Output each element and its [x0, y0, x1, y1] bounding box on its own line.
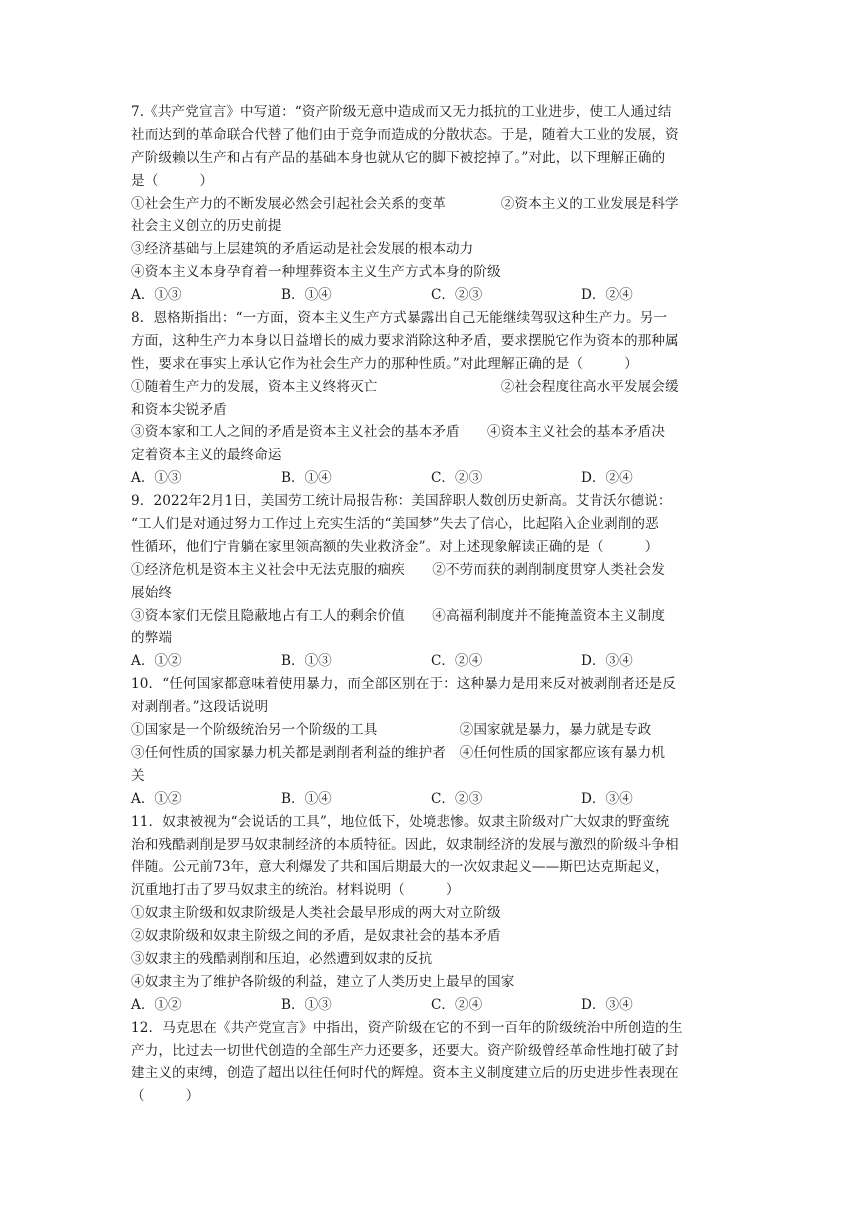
- answer-option[interactable]: C．②③: [431, 287, 483, 304]
- question-text-line: 关: [131, 767, 145, 784]
- question-block: [131, 307, 731, 490]
- question-text-line: 9．2022年2月1日，美国劳工统计局报告称：美国辞职人数创历史新高。艾肯沃尔德说：: [131, 493, 672, 510]
- question-text-line: ③经济基础与上层建筑的矛盾运动是社会发展的根本动力: [131, 241, 474, 258]
- answer-option[interactable]: A．①③: [131, 470, 182, 487]
- question-text-line: 伴随。公元前73年，意大利爆发了共和国后期最大的一次奴隶起义——斯巴达克斯起义，: [131, 859, 669, 876]
- question-text-line: “工人们是对通过努力工作过上充实生活的“美国梦”失去了信心，比起陷入企业剥削的恶: [131, 516, 659, 533]
- answer-option[interactable]: D．③④: [581, 996, 633, 1013]
- question-text-line: 社会主义创立的历史前提: [131, 218, 282, 235]
- answer-options: [131, 788, 731, 811]
- question-text-line: ②奴隶阶级和奴隶主阶级之间的矛盾，是奴隶社会的基本矛盾: [131, 928, 501, 945]
- answer-option[interactable]: C．②③: [431, 470, 483, 487]
- answer-option[interactable]: C．②④: [431, 996, 483, 1013]
- answer-option[interactable]: A．①②: [131, 653, 182, 670]
- question-text-line: 7.《共产党宣言》中写道：“资产阶级无意中造成而又无力抵抗的工业进步，使工人通过结: [131, 104, 672, 120]
- answer-option[interactable]: D．③④: [581, 790, 633, 807]
- question-text-line: 性循环，他们宁肯躺在家里领高额的失业救济金”。对上述现象解读正确的是（ ）: [131, 538, 659, 555]
- question-block: [131, 811, 731, 1017]
- answer-options: [131, 994, 731, 1017]
- question-text-line: 治和残酷剥削是罗马奴隶制经济的本质特征。因此，奴隶制经济的发展与激烈的阶级斗争相: [131, 836, 679, 853]
- answer-option[interactable]: A．①②: [131, 790, 182, 807]
- question-text-line: 建主义的束缚，创造了超出以往任何时代的辉煌。资本主义制度建立后的历史进步性表现在: [131, 1065, 679, 1082]
- question-text-line: ①奴隶主阶级和奴隶阶级是人类社会最早形成的两大对立阶级: [131, 905, 501, 922]
- question-text-line: 12．马克思在《共产党宣言》中指出，资产阶级在它的不到一百年的阶级统治中所创造的生: [131, 1019, 683, 1036]
- answer-options: [131, 284, 731, 307]
- question-block: [131, 1017, 731, 1109]
- question-text-line: ③资本家们无偿且隐蔽地占有工人的剩余价值 ④高福利制度并不能掩盖资本主义制度: [131, 607, 666, 624]
- question-text-line: ③任何性质的国家暴力机关都是剥削者利益的维护者 ④任何性质的国家都应该有暴力机: [131, 744, 666, 761]
- answer-option[interactable]: C．②③: [431, 790, 483, 807]
- answer-options: [131, 650, 731, 673]
- question-text-line: ③奴隶主的残酷剥削和压迫，必然遭到奴隶的反抗: [131, 950, 433, 967]
- question-text-line: ④资本主义本身孕育着一种埋葬资本主义生产方式本身的阶级: [131, 264, 501, 281]
- question-text-line: ①随着生产力的发展，资本主义终将灭亡 ②社会程度往高水平发展会缓: [131, 378, 679, 395]
- question-block: [131, 490, 731, 673]
- question-text-line: 定着资本主义的最终命运: [131, 447, 282, 464]
- answer-option[interactable]: B．①④: [281, 790, 332, 807]
- question-text-line: 8．恩格斯指出：“一方面，资本主义生产方式暴露出自己无能继续驾驭这种生产力。另一: [131, 310, 668, 327]
- question-text-line: 社而达到的革命联合代替了他们由于竞争而造成的分散状态。于是，随着大工业的发展，资: [131, 126, 679, 143]
- answer-option[interactable]: B．①③: [281, 996, 332, 1013]
- question-text-line: 10．“任何国家都意味着使用暴力，而全部区别在于：这种暴力是用来反对被剥削者还是反: [131, 676, 676, 693]
- question-text-line: 沉重地打击了罗马奴隶主的统治。材料说明（ ）: [131, 882, 460, 899]
- question-text-line: 是（ ）: [131, 172, 214, 189]
- question-text-line: 和资本尖锐矛盾: [131, 401, 227, 418]
- answer-option[interactable]: B．①④: [281, 287, 332, 304]
- question-text-line: 方面，这种生产力本身以日益增长的威力要求消除这种矛盾，要求摆脱它作为资本的那种属: [131, 332, 679, 349]
- question-text-line: ①社会生产力的不断发展必然会引起社会关系的变革 ②资本主义的工业发展是科学: [131, 195, 679, 212]
- question-text-line: 产力，比过去一切世代创造的全部生产力还要多，还要大。资产阶级曾经革命性地打破了封: [131, 1042, 679, 1059]
- question-text-line: 11．奴隶被视为“会说话的工具”，地位低下，处境悲惨。奴隶主阶级对广大奴隶的野蛮统: [131, 813, 670, 830]
- question-block: [131, 673, 731, 810]
- question-block: [131, 101, 731, 307]
- question-text-line: 的弊端: [131, 630, 173, 647]
- answer-option[interactable]: B．①③: [281, 653, 332, 670]
- answer-option[interactable]: A．①③: [131, 287, 182, 304]
- question-text-line: ①经济危机是资本主义社会中无法克服的痼疾 ②不劳而获的剥削制度贯穿人类社会发: [131, 561, 666, 578]
- question-text-line: ④奴隶主为了维护各阶级的利益，建立了人类历史上最早的国家: [131, 973, 515, 990]
- question-text-line: ①国家是一个阶级统治另一个阶级的工具 ②国家就是暴力，暴力就是专政: [131, 722, 652, 739]
- question-text-line: 对剥削者。”这段话说明: [131, 699, 269, 716]
- question-text-line: ③资本家和工人之间的矛盾是资本主义社会的基本矛盾 ④资本主义社会的基本矛盾决: [131, 424, 666, 441]
- question-text-line: 展始终: [131, 584, 173, 601]
- answer-option[interactable]: A．①②: [131, 996, 182, 1013]
- answer-option[interactable]: D．②④: [581, 287, 633, 304]
- question-list: [131, 101, 731, 1108]
- question-text-line: （ ）: [131, 1088, 200, 1105]
- answer-options: [131, 467, 731, 490]
- answer-option[interactable]: D．②④: [581, 470, 633, 487]
- question-text-line: 性，要求在事实上承认它作为社会生产力的那种性质。”对此理解正确的是（ ）: [131, 355, 638, 372]
- answer-option[interactable]: C．②④: [431, 653, 483, 670]
- answer-option[interactable]: B．①④: [281, 470, 332, 487]
- answer-option[interactable]: D．③④: [581, 653, 633, 670]
- question-text-line: 产阶级赖以生产和占有产品的基础本身也就从它的脚下被挖掉了。”对此，以下理解正确的: [131, 149, 666, 166]
